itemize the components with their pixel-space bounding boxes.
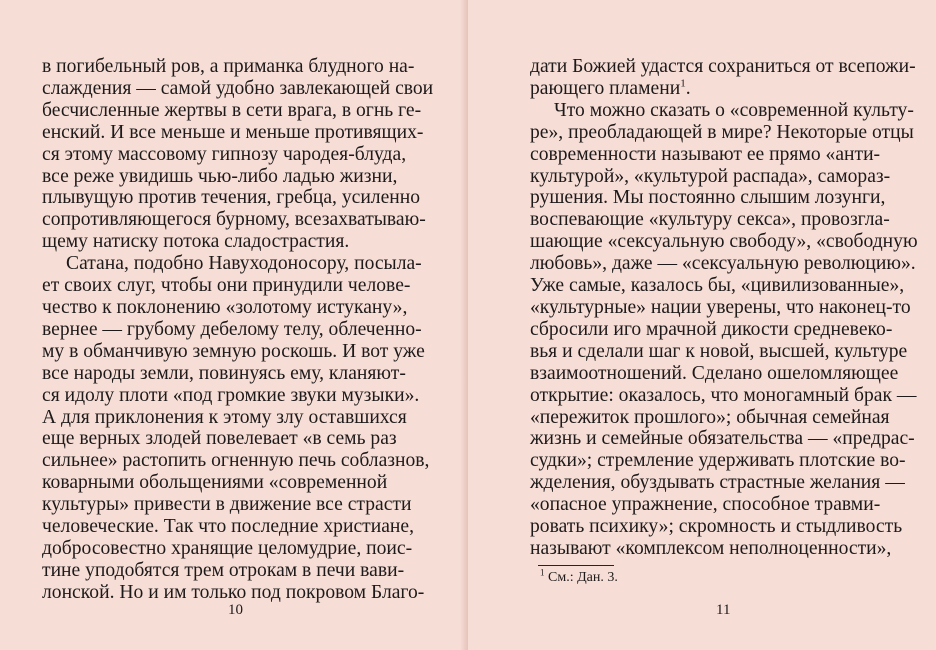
text-line: вернее — грубому дебелому телу, облеченно- (42, 318, 422, 340)
text-line: все реже увидишь чью-либо ладью жизни, (42, 165, 398, 187)
text-line: лонской. Но и им только под покровом Благо- (42, 581, 425, 603)
text-line: вья и сделали шаг к новой, высшей, культуре (530, 340, 908, 362)
text-fragment: рающего пламени (530, 77, 681, 99)
paragraph-start-line: Что можно сказать о «современной культу- (554, 99, 914, 121)
text-line: открытие: оказалось, что моногамный брак — (530, 384, 917, 406)
text-line: называют «комплексом неполноценности», (530, 537, 892, 559)
text-line: «пережиток прошлого»; обычная семейная (530, 406, 890, 428)
text-line: рающего пламени$^1$. (530, 77, 691, 99)
text-line: му в обманчивую земную роскошь. И вот уже (42, 340, 425, 362)
paragraph-start-line: Сатана, подобно Навуходоносору, посыла- (66, 253, 422, 275)
page-number-right: 11 (716, 602, 731, 618)
text-line: дати Божией удастся сохраниться от всепожи- (530, 56, 916, 77)
right-page (468, 0, 936, 650)
text-line: все народы земли, повинуясь ему, кланяют- (42, 362, 406, 384)
text-line: тине уподобятся трем отрокам в печи вави- (42, 559, 405, 581)
text-line: ся идолу плоти «под громкие звуки музыки». (42, 384, 420, 406)
text-line: щему натиску потока сладострастия. (42, 231, 350, 253)
text-line: плывущую против течения, гребца, усиленно (42, 187, 421, 209)
text-line: судки»; стремление удерживать плотские во- (530, 450, 906, 472)
left-page (0, 0, 466, 650)
text-line: культуры» привести в движение все страсти (42, 494, 412, 516)
text-line: взаимоотношений. Сделано ошеломляющее (530, 362, 899, 384)
text-line: чество к поклонению «золотому истукану», (42, 296, 408, 318)
text-line: енский. И все меньше и меньше противящих- (42, 121, 424, 143)
text-line: добросовестно хранящие целомудрие, поис- (42, 537, 413, 559)
text-line: в погибельный ров, а приманка блудного на- (42, 56, 415, 77)
page-number-left: 10 (228, 602, 243, 618)
text-line: еще верных злодей повелевает «в семь раз (42, 428, 397, 450)
text-line: воспевающие «культуру секса», провозгла- (530, 209, 890, 231)
footnote-separator (538, 565, 614, 566)
text-line: Уже самые, казалось бы, «цивилизованные», (530, 275, 905, 297)
text-line: жизнь и семейные обязательства — «предрас- (530, 428, 915, 450)
text-line: бесчисленные жертвы в сети врага, в огнь ге- (42, 99, 422, 121)
text-line: сопротивляющегося бурному, всезахватываю- (42, 209, 426, 231)
right-page-text (530, 56, 916, 560)
footnote-number: 1 (540, 567, 545, 578)
text-line: жделения, обуздывать страстные желания — (530, 472, 905, 494)
text-line: А для приклонения к этому злу оставшихся (42, 406, 407, 428)
text-line: «культурные» нации уверены, что наконец-то (530, 296, 911, 318)
footnote-text: См.: Дан. 3. (548, 570, 618, 585)
text-line: ет своих слуг, чтобы они принудили челове- (42, 275, 411, 297)
footnote-marker: 1 (680, 77, 686, 90)
text-line: ся этому массовому гипнозу чародея-блуда, (42, 143, 407, 165)
text-line: любовь», даже — «сексуальную революцию». (530, 253, 916, 275)
text-line: рушения. Мы постоянно слышим лозунги, (530, 187, 886, 209)
text-line: ре», преобладающей в мире? Некоторые отцы (530, 121, 914, 143)
text-line: сильнее» растопить огненную печь соблазнов, (42, 450, 430, 472)
text-line: слаждения — самой удобно завлекающей свои (42, 77, 434, 99)
text-line: культурой», «культурой распада», самораз- (530, 165, 891, 187)
text-line: сбросили иго мрачной дикости средневеко- (530, 318, 893, 340)
footnote (540, 567, 618, 586)
text-line: ровать психику»; скромность и стыдливость (530, 516, 903, 538)
text-line: шающие «сексуальную свободу», «свободную (530, 231, 918, 253)
text-line: «опасное упражнение, способное травми- (530, 494, 881, 516)
left-page-text (42, 56, 434, 604)
text-line: человеческие. Так что последние христиане, (42, 516, 414, 538)
text-line: коварными обольщениями «современной (42, 472, 388, 494)
text-line: современности называют ее прямо «анти- (530, 143, 881, 165)
